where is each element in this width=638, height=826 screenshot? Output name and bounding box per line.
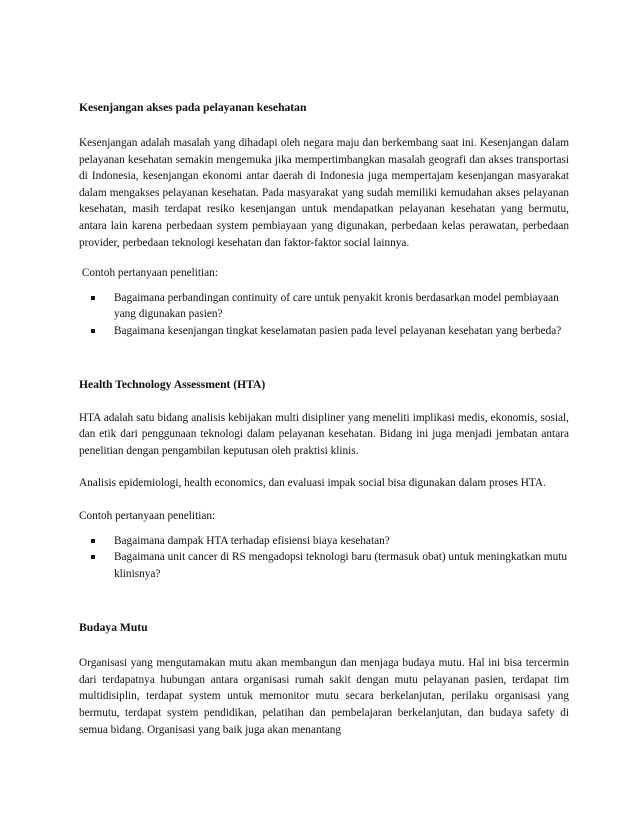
section-title: Health Technology Assessment (HTA): [79, 377, 266, 391]
section-paragraph: Kesenjangan adalah masalah yang dihadapi oleh negara maju dan berkembang saat ini. Kesenjangan dalam pelayanan kesehatan semakin mengemuka jika mempertimbangkan masalah geografi dan akses transportasi di Indonesia, kesenjangan ekonomi antar daerah di Indonesia juga mempertajam kesenjangan masyarakat dalam mengakses pelayanan kesehatan. Pada masyarakat yang sudah memiliki kemudahan akses pelayanan kesehatan, masih terdapat resiko kesenjangan untuk mendapatkan pelayanan kesehatan yang bermutu, antara lain karena perbedaan system pembiayaan yang digunakan, perbedaan kelas perawatan, perbedaan provider, perbedaan teknologi kesehatan dan faktor-faktor social lainnya.: [79, 137, 569, 249]
section-paragraph: HTA adalah satu bidang analisis kebijakan multi disipliner yang meneliti implikasi medis, ekonomis, sosial, dan etik dari penggunaan teknologi dalam pelayanan kesehatan. Bidang ini juga menjadi jembatan antara penelitian dengan pengambilan keputusan oleh praktisi klinis.: [79, 411, 569, 457]
question-text: Bagaimana perbandingan continuity of care untuk penyakit kronis berdasarkan model pembiayaan yang digunakan pasien?: [114, 291, 559, 321]
questions-list: [79, 533, 569, 583]
bullet-icon: [91, 539, 95, 543]
section-title: Budaya Mutu: [79, 621, 148, 635]
document-content: [79, 100, 569, 738]
bullet-icon: [91, 296, 95, 300]
section-budaya-mutu: [79, 620, 569, 738]
section-paragraph: Organisasi yang mengutamakan mutu akan membangun dan menjaga budaya mutu. Hal ini bisa tercermin dari terdapatnya hubungan antara organisasi rumah sakit dengan mutu pelayanan pasien, terdapat tim multidisiplin, terdapat system untuk memonitor mutu secara berkelanjutan, perilaku organisasi yang bermutu, terdapat system pendidikan, pelatihan dan pembelajaran berkelanjutan, dan budaya safety di semua bidang. Organisasi yang baik juga akan menantang: [79, 657, 569, 736]
list-item: [91, 549, 569, 582]
question-text: Bagaimana kesenjangan tingkat keselamatan pasien pada level pelayanan kesehatan yang berbeda?: [114, 324, 562, 337]
section-title: Kesenjangan akses pada pelayanan kesehatan: [79, 101, 307, 114]
questions-label: Contoh pertanyaan penelitian:: [79, 267, 218, 280]
list-item: [91, 290, 569, 323]
questions-list: [79, 290, 569, 340]
question-text: Bagaimana dampak HTA terhadap efisiensi biaya kesehatan?: [114, 534, 390, 547]
section-kesenjangan: [79, 100, 569, 340]
section-paragraph: Analisis epidemiologi, health economics, dan evaluasi impak social bisa digunakan dalam proses HTA.: [79, 477, 546, 490]
question-text: Bagaimana unit cancer di RS mengadopsi teknologi baru (termasuk obat) untuk meningkatkan mutu klinisnya?: [114, 551, 568, 580]
bullet-icon: [91, 555, 95, 559]
list-item: [91, 323, 569, 340]
questions-label: Contoh pertanyaan penelitian:: [79, 509, 216, 522]
section-hta: [79, 377, 569, 583]
list-item: [91, 533, 569, 550]
bullet-icon: [91, 329, 95, 333]
